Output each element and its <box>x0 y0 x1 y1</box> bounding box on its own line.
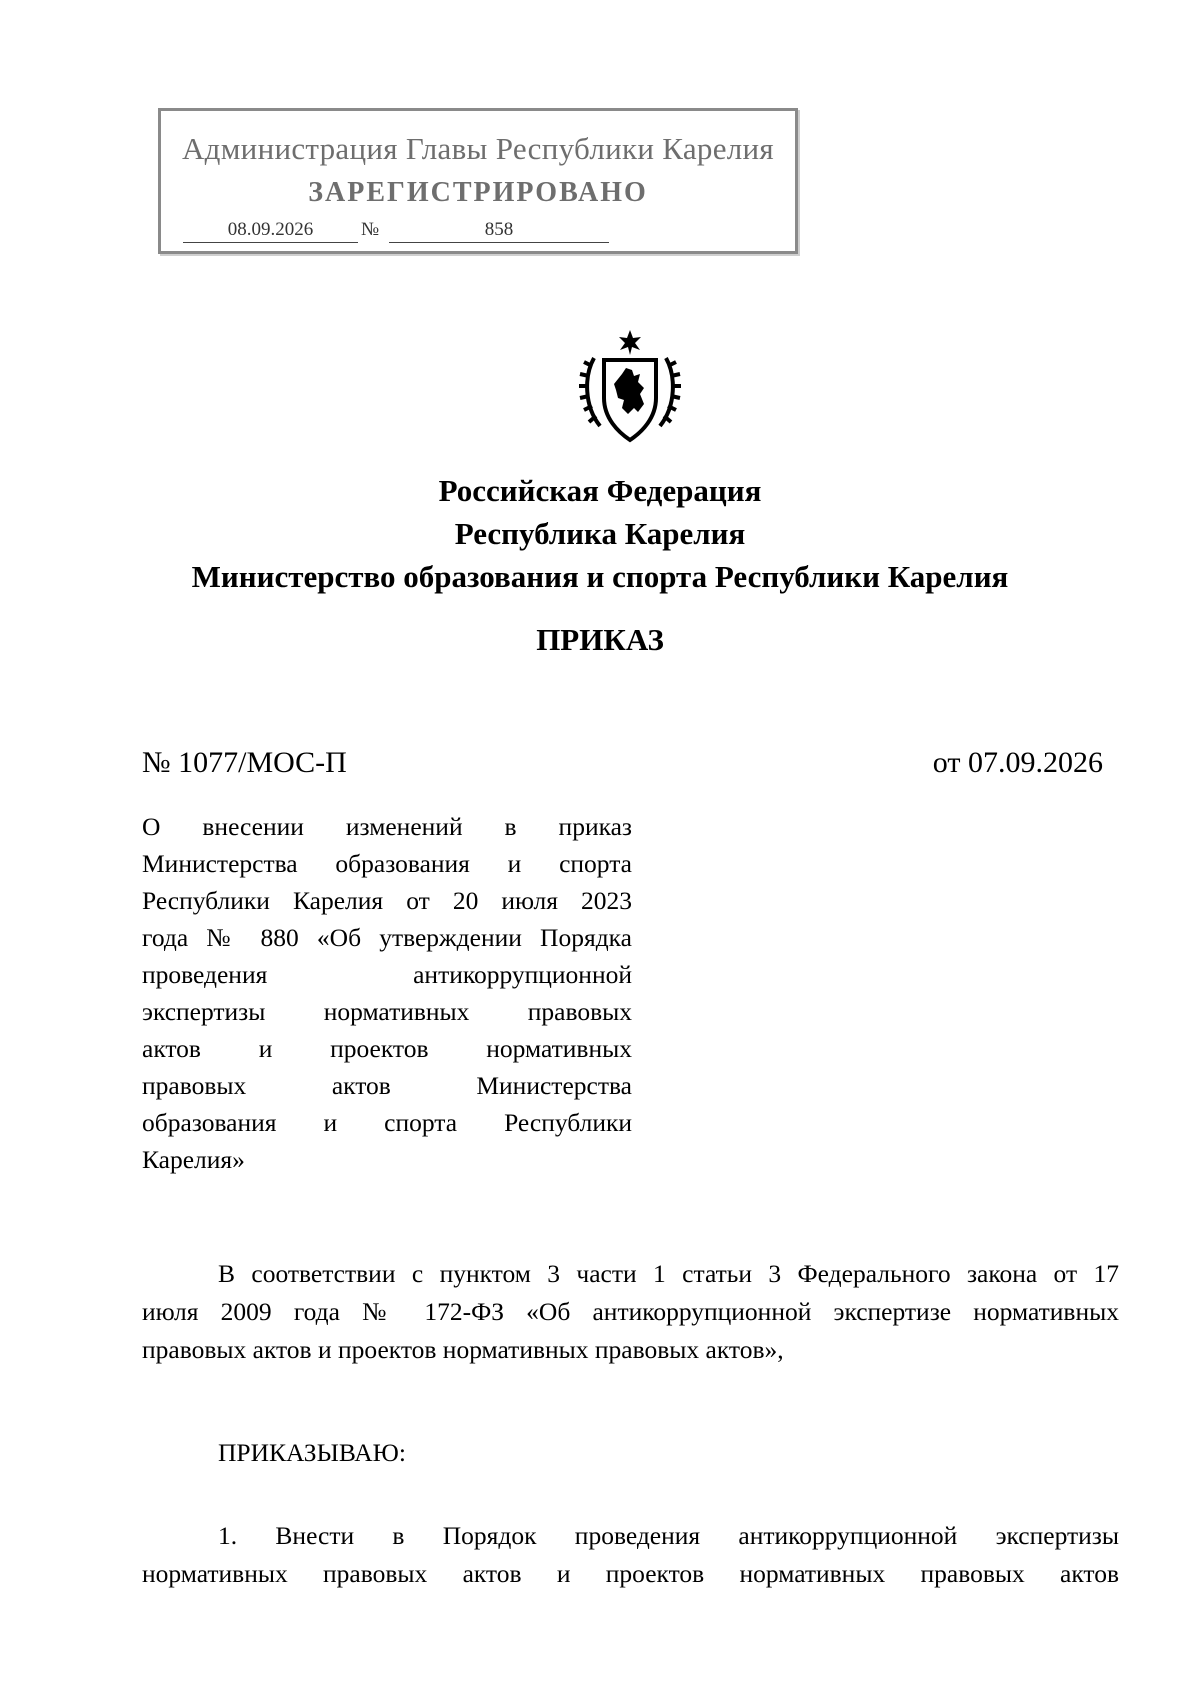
subject-line: актов и проектов нормативных <box>142 1034 632 1063</box>
subject-line: образования и спорта Республики <box>142 1108 632 1137</box>
subject-line: О внесении изменений в приказ <box>142 812 632 841</box>
stamp-status: ЗАРЕГИСТРИРОВАНО <box>308 177 648 208</box>
stamp-organization: Администрация Главы Республики Карелия <box>182 131 774 166</box>
country-title: Российская Федерация <box>438 473 762 508</box>
subject-line: проведения антикоррупционной <box>142 960 632 989</box>
item-1-line: 1. Внести в Порядок проведения антикоррупционной экспертизы <box>218 1521 1119 1550</box>
document-type: ПРИКАЗ <box>536 622 664 657</box>
subject-line: правовых актов Министерства <box>142 1071 632 1100</box>
order-word: ПРИКАЗЫВАЮ: <box>218 1438 406 1467</box>
subject-line: экспертизы нормативных правовых <box>142 997 632 1026</box>
republic-title: Республика Карелия <box>454 516 746 551</box>
preamble-line: июля 2009 года № 172-ФЗ «Об антикоррупционной экспертизе нормативных <box>142 1297 1119 1326</box>
registration-stamp <box>158 108 798 254</box>
preamble-line: В соответствии с пунктом 3 части 1 статьи 3 Федерального закона от 17 <box>218 1259 1119 1288</box>
stamp-number: 858 <box>389 219 609 243</box>
subject-line: Республики Карелия от 20 июля 2023 <box>142 886 632 915</box>
preamble-line: правовых актов и проектов нормативных правовых актов», <box>142 1335 784 1364</box>
karelia-coat-of-arms-icon <box>578 328 682 446</box>
ministry-title: Министерство образования и спорта Республики Карелия <box>191 559 1009 594</box>
order-number: № 1077/МОС-П <box>142 746 347 779</box>
subject-line: года № 880 «Об утверждении Порядка <box>142 923 632 952</box>
item-1-paragraph <box>142 1517 1119 1593</box>
order-date: от 07.09.2026 <box>932 746 1103 779</box>
stamp-number-sign: № <box>361 219 380 240</box>
subject-line: Министерства образования и спорта <box>142 849 632 878</box>
stamp-date: 08.09.2026 <box>183 219 358 243</box>
preamble-paragraph <box>142 1255 1119 1369</box>
subject-line: Карелия» <box>142 1145 245 1174</box>
order-subject <box>142 808 632 1178</box>
item-1-line: нормативных правовых актов и проектов нормативных правовых актов <box>142 1559 1119 1588</box>
